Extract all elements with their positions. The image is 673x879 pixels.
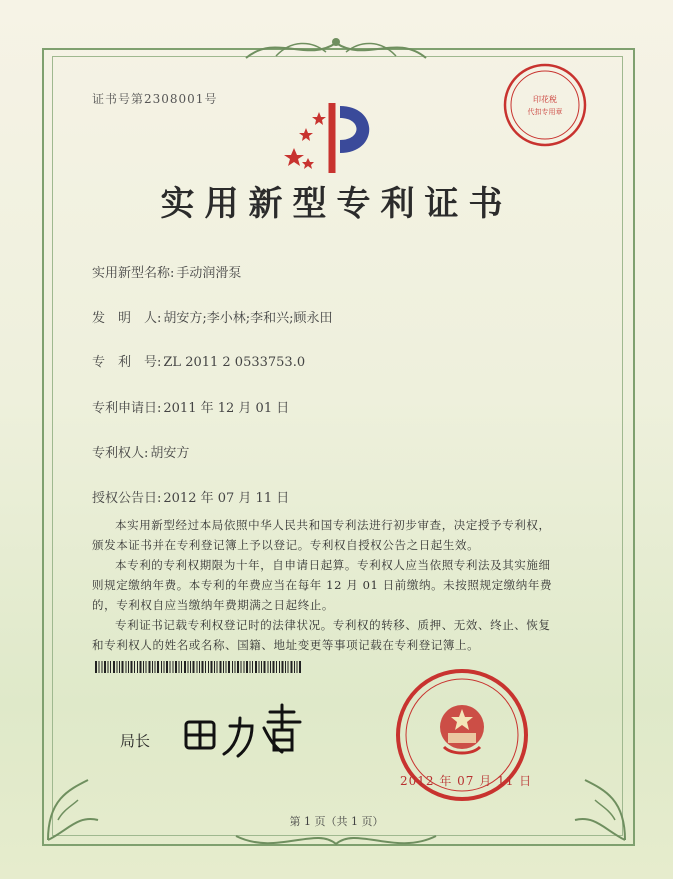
field-application-date bbox=[92, 397, 289, 416]
paragraph-term-and-fees: 本专利的专利权期限为十年，自申请日起算。专利权人应当依照专利法及其实施细则规定缴纳年费。本专利的年费应当在每年 12 月 01 日前缴纳。未按照规定缴纳年费的，专利权自应当缴纳年费期满之日起终止。 bbox=[92, 558, 553, 612]
field-value: 手动润滑泵 bbox=[176, 266, 242, 281]
director-signature-icon bbox=[178, 700, 318, 770]
field-label: 授权公告日: bbox=[92, 491, 162, 506]
bottom-left-ornament bbox=[38, 760, 108, 850]
certificate-title: 实用新型专利证书 bbox=[160, 184, 513, 224]
field-patent-number bbox=[92, 351, 305, 370]
field-inventors bbox=[92, 307, 333, 326]
patent-office-logo-icon bbox=[284, 98, 384, 178]
field-value: 胡安方 bbox=[150, 446, 190, 461]
field-value: 胡安方;李小林;李和兴;顾永田 bbox=[163, 311, 333, 326]
barcode-icon bbox=[95, 661, 305, 673]
field-value: 2011 年 12 月 01 日 bbox=[163, 401, 290, 416]
field-label: 专利申请日: bbox=[92, 401, 162, 416]
seal-date: 2012 年 07 月 11 日 bbox=[400, 774, 533, 788]
field-label: 发 明 人: bbox=[92, 311, 162, 326]
svg-text:代扣专用章: 代扣专用章 bbox=[527, 108, 563, 116]
field-label: 实用新型名称: bbox=[92, 266, 175, 281]
field-grant-date bbox=[92, 487, 289, 506]
field-label: 专 利 号: bbox=[92, 355, 162, 370]
field-value: ZL 2011 2 0533753.0 bbox=[163, 355, 306, 370]
field-patentee bbox=[92, 442, 189, 461]
tax-stamp-seal-icon bbox=[500, 60, 590, 150]
svg-text:印花税: 印花税 bbox=[533, 95, 557, 104]
field-utility-model-name bbox=[92, 262, 241, 281]
paragraph-grant-statement: 本实用新型经过本局依照中华人民共和国专利法进行初步审查，决定授予专利权，颁发本证书并在专利登记簿上予以登记。专利权自授权公告之日起生效。 bbox=[92, 518, 551, 552]
bottom-right-ornament bbox=[565, 760, 635, 850]
top-ornament bbox=[236, 28, 436, 68]
field-value: 2012 年 07 月 11 日 bbox=[163, 491, 290, 506]
page-footer: 第 1 页（共 1 页） bbox=[289, 815, 384, 828]
director-label: 局长 bbox=[120, 732, 151, 750]
certificate-number: 证书号第2308001号 bbox=[92, 92, 218, 106]
paragraph-legal-status: 专利证书记载专利权登记时的法律状况。专利权的转移、质押、无效、终止、恢复和专利权人的姓名或名称、国籍、地址变更等事项记载在专利登记簿上。 bbox=[92, 618, 551, 652]
bottom-center-ornament bbox=[226, 826, 446, 856]
field-label: 专利权人: bbox=[92, 446, 149, 461]
